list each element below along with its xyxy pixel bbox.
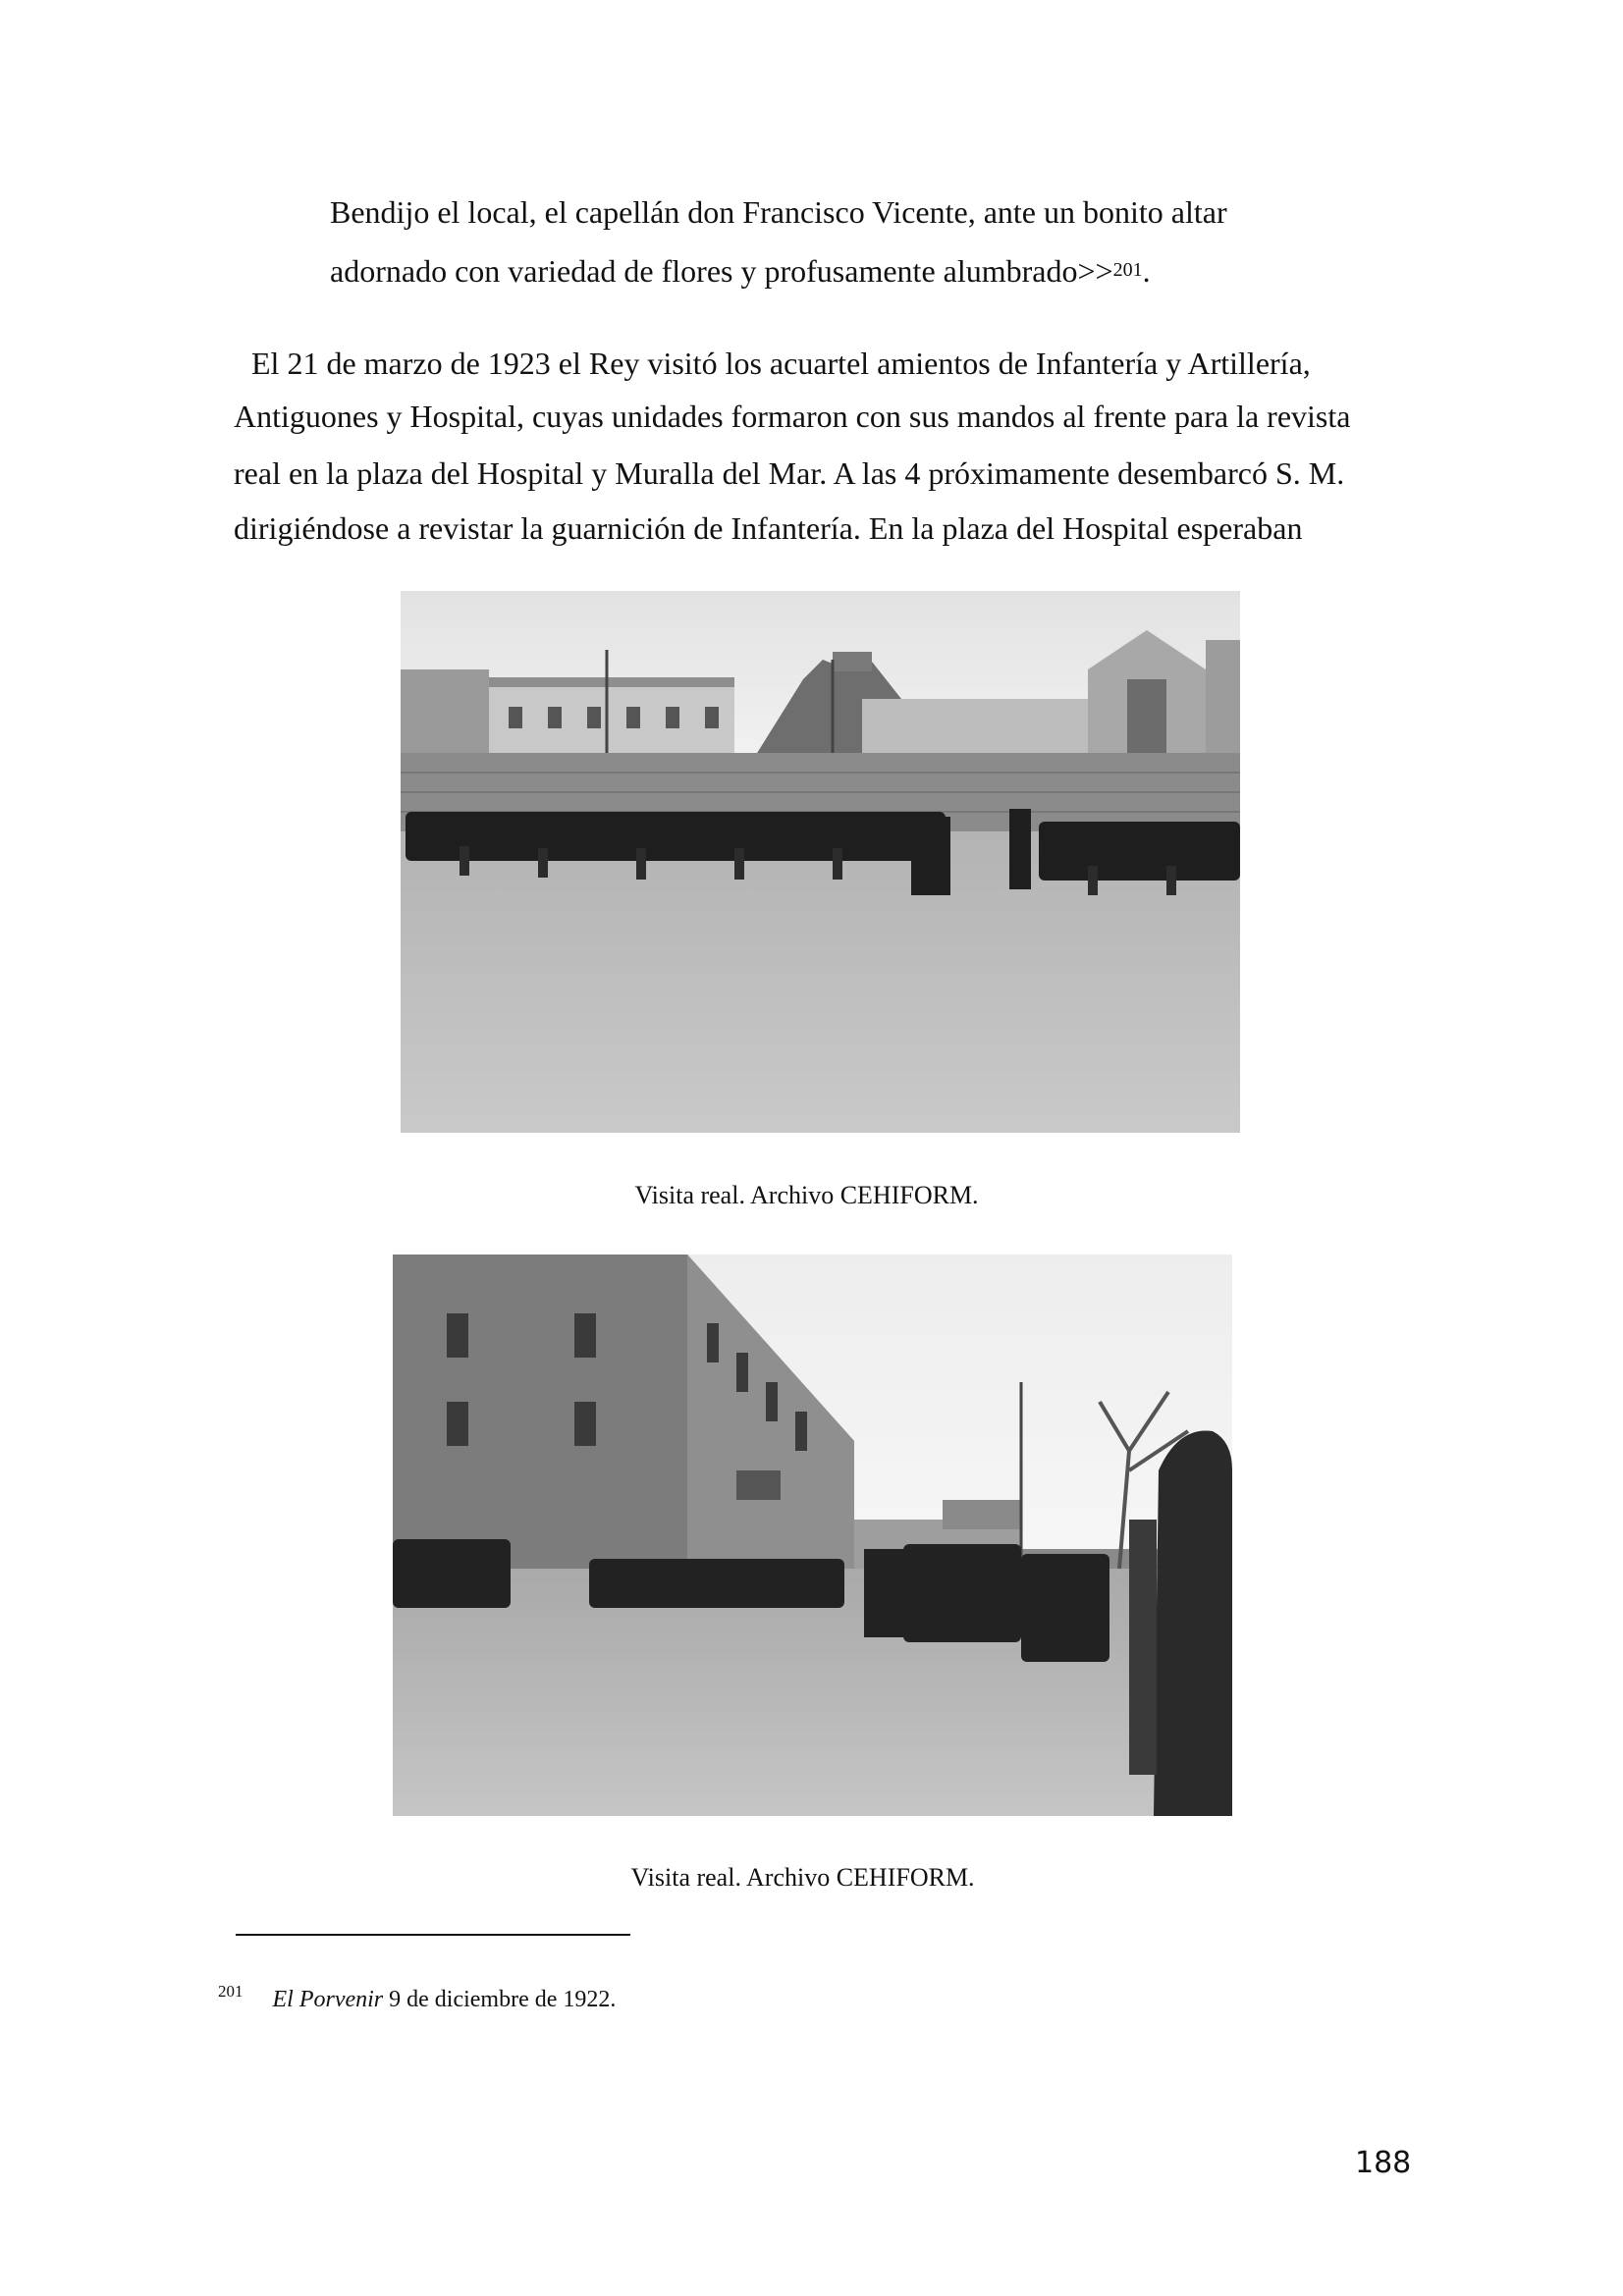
quote-line-2-end: . <box>1142 253 1151 289</box>
quote-line-2-text: adornado con variedad de flores y profusamente alumbrado>> <box>330 253 1113 289</box>
photo-caption-2: Visita real. Archivo CEHIFORM. <box>630 1863 975 1892</box>
paragraph-line-3: real en la plaza del Hospital y Muralla del Mar. A las 4 próximamente desembarcó S. M. <box>234 455 1345 491</box>
footnote-source: El Porvenir <box>272 1987 384 2012</box>
footnote-number: 201 <box>218 1982 243 2001</box>
footnote <box>218 1982 617 2016</box>
quote-line-2 <box>330 251 1151 295</box>
footnote-separator <box>236 1934 630 1936</box>
photo-caption-1: Visita real. Archivo CEHIFORM. <box>634 1181 979 1209</box>
photo-royal-review-plaza <box>401 591 1240 1133</box>
footnote-reference[interactable]: 201 <box>1112 259 1143 281</box>
quote-line-1: Bendijo el local, el capellán don Francisco Vicente, ante un bonito altar <box>330 194 1227 230</box>
page-number: 188 <box>1355 2146 1412 2180</box>
paragraph-line-4: dirigiéndose a revistar la guarnición de Infantería. En la plaza del Hospital esperaban <box>234 510 1303 546</box>
paragraph-line-2: Antiguones y Hospital, cuyas unidades formaron con sus mandos al frente para la revista <box>234 399 1351 434</box>
photo-royal-review-barracks <box>393 1255 1232 1816</box>
paragraph-line-1: El 21 de marzo de 1923 el Rey visitó los acuartel amientos de Infantería y Artillería, <box>251 346 1311 381</box>
footnote-text: 9 de diciembre de 1922. <box>383 1987 617 2012</box>
